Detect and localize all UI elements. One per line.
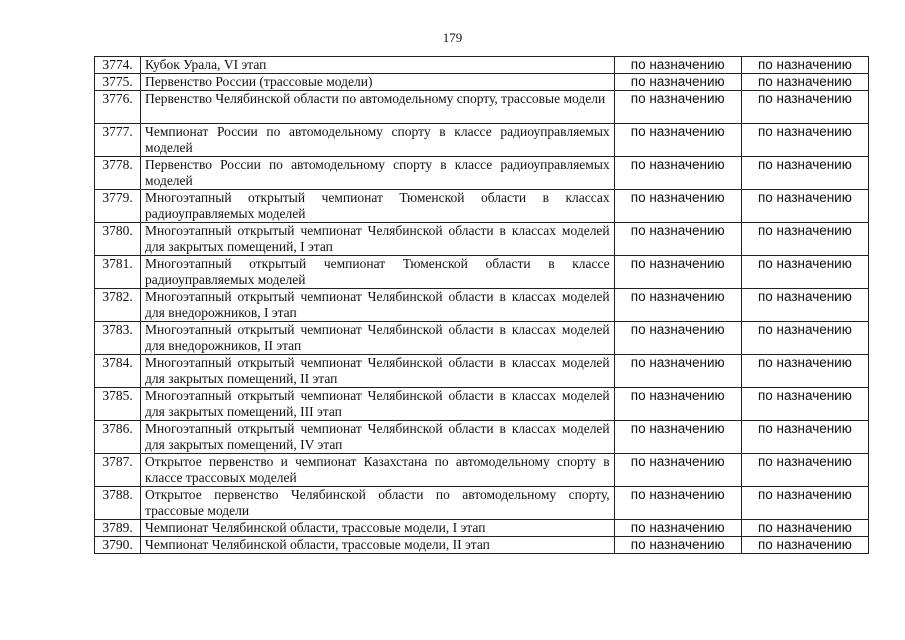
event-name: Открытое первенство и чемпионат Казахстана по автомодельному спорту в классе трассовых моделей <box>141 454 615 487</box>
table-row <box>95 190 869 223</box>
row-number: 3779. <box>95 190 141 223</box>
assignment-cell: по назначению <box>741 91 868 124</box>
row-number: 3787. <box>95 454 141 487</box>
assignment-cell: по назначению <box>614 520 741 537</box>
row-number: 3785. <box>95 388 141 421</box>
assignment-cell: по назначению <box>614 57 741 74</box>
table-row <box>95 157 869 190</box>
row-number: 3776. <box>95 91 141 124</box>
assignment-cell: по назначению <box>614 454 741 487</box>
assignment-cell: по назначению <box>741 223 868 256</box>
event-name: Многоэтапный открытый чемпионат Тюменской области в классах радиоуправляемых моделей <box>141 190 615 223</box>
assignment-cell: по назначению <box>614 355 741 388</box>
table-row <box>95 537 869 554</box>
table-row <box>95 355 869 388</box>
table-row <box>95 74 869 91</box>
assignment-cell: по назначению <box>741 190 868 223</box>
row-number: 3775. <box>95 74 141 91</box>
row-number: 3781. <box>95 256 141 289</box>
assignment-cell: по назначению <box>614 157 741 190</box>
assignment-cell: по назначению <box>614 487 741 520</box>
event-name: Кубок Урала, VI этап <box>141 57 615 74</box>
event-name: Многоэтапный открытый чемпионат Тюменской области в классе радиоуправляемых моделей <box>141 256 615 289</box>
assignment-cell: по назначению <box>614 537 741 554</box>
assignment-cell: по назначению <box>614 74 741 91</box>
assignment-cell: по назначению <box>614 388 741 421</box>
event-name: Первенство Челябинской области по автомодельному спорту, трассовые модели <box>141 91 615 124</box>
row-number: 3790. <box>95 537 141 554</box>
event-name: Чемпионат Челябинской области, трассовые модели, II этап <box>141 537 615 554</box>
events-table-body <box>95 57 869 554</box>
table-row <box>95 91 869 124</box>
table-row <box>95 57 869 74</box>
assignment-cell: по назначению <box>614 289 741 322</box>
row-number: 3774. <box>95 57 141 74</box>
assignment-cell: по назначению <box>741 355 868 388</box>
table-row <box>95 454 869 487</box>
assignment-cell: по назначению <box>741 487 868 520</box>
assignment-cell: по назначению <box>741 520 868 537</box>
assignment-cell: по назначению <box>741 256 868 289</box>
event-name: Многоэтапный открытый чемпионат Челябинской области в классах моделей для закрытых помещений, I этап <box>141 223 615 256</box>
table-row <box>95 124 869 157</box>
assignment-cell: по назначению <box>614 124 741 157</box>
assignment-cell: по назначению <box>741 57 868 74</box>
table-row <box>95 223 869 256</box>
assignment-cell: по назначению <box>614 223 741 256</box>
assignment-cell: по назначению <box>741 322 868 355</box>
event-name: Первенство России (трассовые модели) <box>141 74 615 91</box>
event-name: Многоэтапный открытый чемпионат Челябинской области в классах моделей для внедорожников, II этап <box>141 322 615 355</box>
row-number: 3780. <box>95 223 141 256</box>
events-table <box>94 56 869 554</box>
row-number: 3789. <box>95 520 141 537</box>
event-name: Многоэтапный открытый чемпионат Челябинской области в классах моделей для закрытых помещений, IV этап <box>141 421 615 454</box>
row-number: 3786. <box>95 421 141 454</box>
assignment-cell: по назначению <box>614 256 741 289</box>
row-number: 3783. <box>95 322 141 355</box>
assignment-cell: по назначению <box>614 322 741 355</box>
assignment-cell: по назначению <box>741 388 868 421</box>
assignment-cell: по назначению <box>741 124 868 157</box>
assignment-cell: по назначению <box>741 289 868 322</box>
table-row <box>95 322 869 355</box>
table-row <box>95 289 869 322</box>
row-number: 3778. <box>95 157 141 190</box>
assignment-cell: по назначению <box>741 74 868 91</box>
row-number: 3784. <box>95 355 141 388</box>
row-number: 3788. <box>95 487 141 520</box>
assignment-cell: по назначению <box>741 537 868 554</box>
assignment-cell: по назначению <box>614 421 741 454</box>
assignment-cell: по назначению <box>614 190 741 223</box>
event-name: Чемпионат Челябинской области, трассовые модели, I этап <box>141 520 615 537</box>
event-name: Многоэтапный открытый чемпионат Челябинской области в классах моделей для закрытых помещений, II этап <box>141 355 615 388</box>
table-row <box>95 256 869 289</box>
event-name: Многоэтапный открытый чемпионат Челябинской области в классах моделей для внедорожников, I этап <box>141 289 615 322</box>
event-name: Открытое первенство Челябинской области по автомодельному спорту, трассовые модели <box>141 487 615 520</box>
event-name: Чемпионат России по автомодельному спорту в классе радиоуправляемых моделей <box>141 124 615 157</box>
row-number: 3782. <box>95 289 141 322</box>
table-row <box>95 520 869 537</box>
row-number: 3777. <box>95 124 141 157</box>
assignment-cell: по назначению <box>741 421 868 454</box>
assignment-cell: по назначению <box>741 157 868 190</box>
page-number: 179 <box>442 30 463 45</box>
table-row <box>95 421 869 454</box>
table-row <box>95 388 869 421</box>
assignment-cell: по назначению <box>741 454 868 487</box>
event-name: Многоэтапный открытый чемпионат Челябинской области в классах моделей для закрытых помещений, III этап <box>141 388 615 421</box>
table-row <box>95 487 869 520</box>
event-name: Первенство России по автомодельному спорту в классе радиоуправляемых моделей <box>141 157 615 190</box>
assignment-cell: по назначению <box>614 91 741 124</box>
